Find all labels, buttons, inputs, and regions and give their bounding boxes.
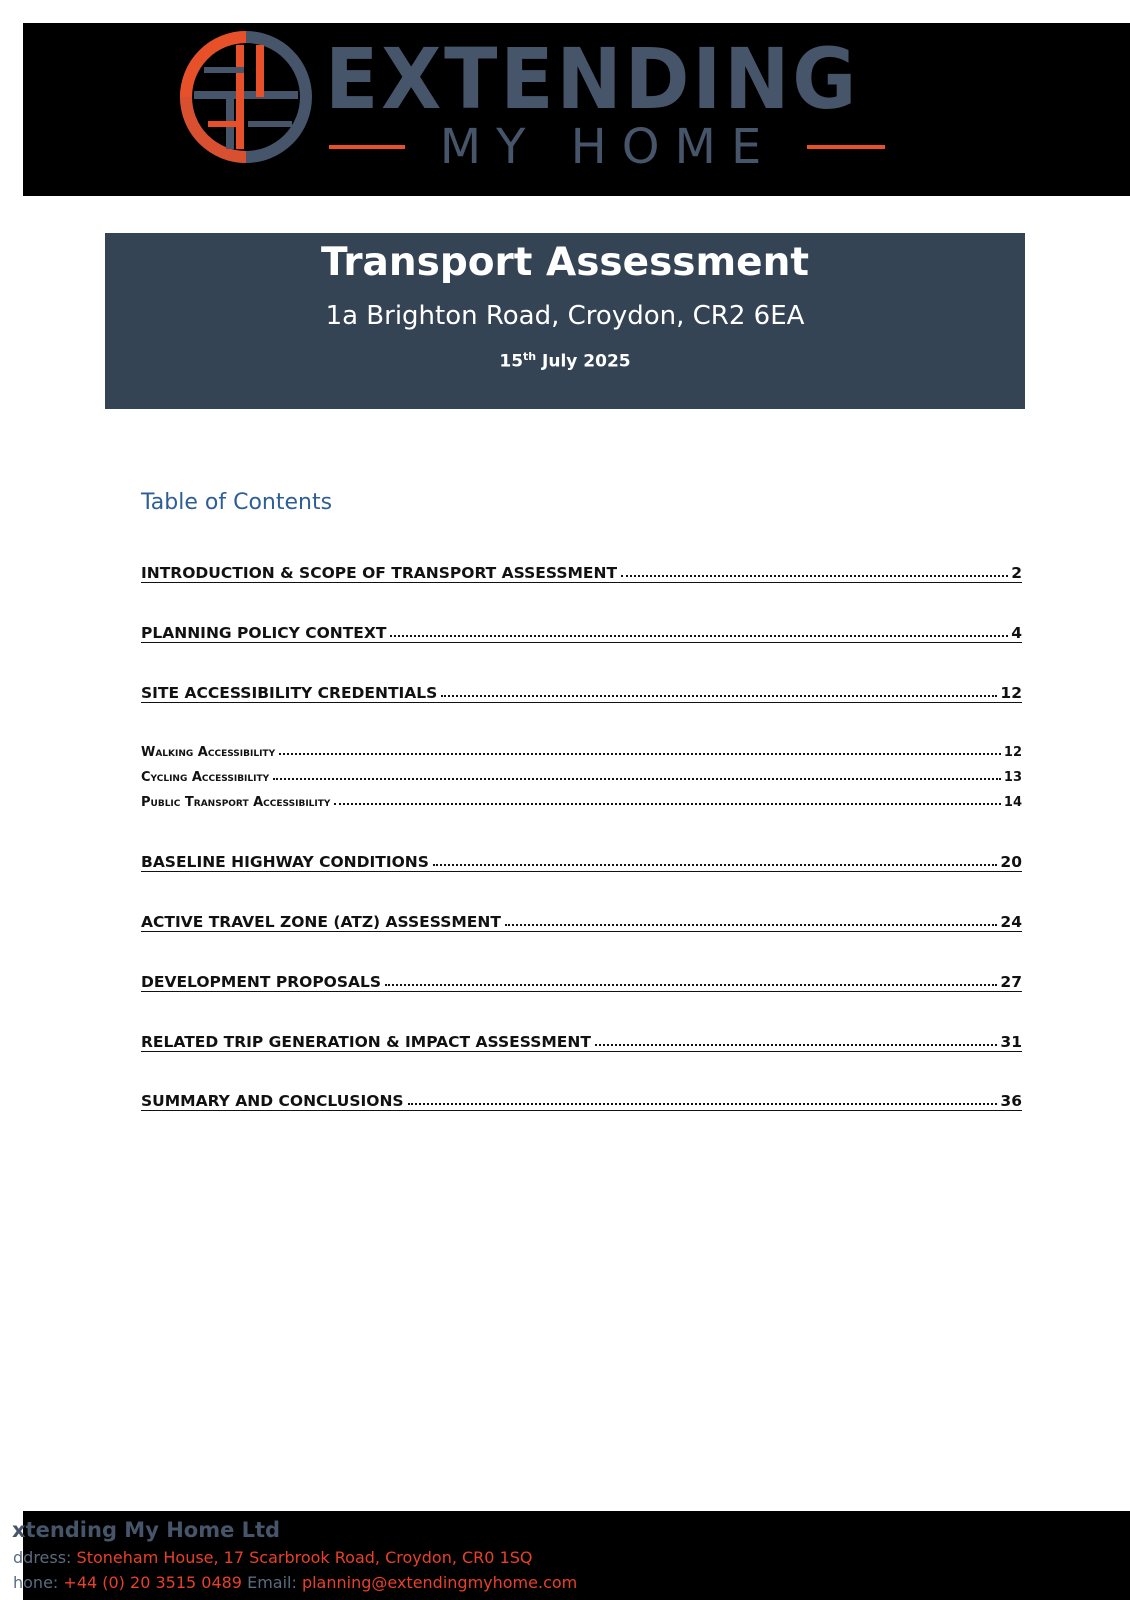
toc-entry-page: 12	[997, 684, 1022, 702]
toc-entry-page: 20	[997, 853, 1022, 871]
logo-divider-left	[329, 145, 405, 149]
footer-address	[13, 1547, 533, 1569]
footer-address-label: ddress:	[13, 1548, 72, 1567]
logo-subtitle: MY HOME	[439, 119, 777, 175]
footer-email-label: Email:	[247, 1573, 297, 1592]
footer-email-value[interactable]: planning@extendingmyhome.com	[301, 1573, 578, 1592]
toc-entry-page: 14	[1001, 795, 1022, 810]
toc-leader	[408, 1102, 998, 1105]
toc-entry-label: SITE ACCESSIBILITY CREDENTIALS	[141, 684, 441, 702]
toc-entry-label: PLANNING POLICY CONTEXT	[141, 624, 390, 642]
date-month-year: July 2025	[536, 351, 631, 372]
toc-entry-page: 4	[1008, 624, 1022, 642]
toc-leader	[334, 802, 1001, 805]
toc-entry-label: DEVELOPMENT PROPOSALS	[141, 973, 385, 991]
toc-entry-label: BASELINE HIGHWAY CONDITIONS	[141, 853, 433, 871]
toc-entry-page: 36	[997, 1092, 1022, 1110]
toc-entry[interactable]	[141, 620, 1022, 643]
logo-wordmark: EXTENDING	[325, 30, 860, 128]
toc-leader	[505, 923, 997, 926]
toc-entry[interactable]	[141, 849, 1022, 872]
logo-divider-right	[807, 145, 885, 149]
house-circle-logo-icon	[176, 27, 316, 167]
toc-subentry[interactable]	[141, 791, 1022, 810]
toc-heading: Table of Contents	[141, 490, 333, 515]
toc-entry-page: 31	[997, 1033, 1022, 1051]
toc-entry-page: 13	[1001, 770, 1022, 785]
toc-entry-page: 12	[1001, 745, 1022, 760]
toc-leader	[279, 752, 1001, 755]
toc-entry-page: 27	[997, 973, 1022, 991]
toc-entry-page: 2	[1008, 564, 1022, 582]
toc-entry-label: SUMMARY AND CONCLUSIONS	[141, 1092, 408, 1110]
footer-contact	[13, 1572, 577, 1594]
toc-entry[interactable]	[141, 1029, 1022, 1052]
footer-banner	[12, 1511, 1130, 1600]
title-block	[105, 233, 1025, 409]
toc-leader	[441, 694, 997, 697]
toc-entry-label: Walking Accessibility	[141, 745, 279, 760]
toc-entry-label: Public Transport Accessibility	[141, 795, 334, 810]
toc-leader	[621, 574, 1008, 577]
toc-leader	[595, 1043, 998, 1046]
toc-entry-page: 24	[997, 913, 1022, 931]
toc-subentry[interactable]	[141, 766, 1022, 785]
document-title: Transport Assessment	[321, 240, 809, 285]
toc-entry-label: Cycling Accessibility	[141, 770, 273, 785]
header-banner	[23, 23, 1130, 196]
toc-leader	[385, 983, 997, 986]
toc-entry[interactable]	[141, 1088, 1022, 1111]
toc-entry-label: INTRODUCTION & SCOPE OF TRANSPORT ASSESSMENT	[141, 564, 621, 582]
toc-entry[interactable]	[141, 969, 1022, 992]
footer-address-value: Stoneham House, 17 Scarbrook Road, Croydon, CR0 1SQ	[76, 1548, 533, 1567]
date-suffix: th	[523, 350, 537, 363]
toc-leader	[390, 634, 1008, 637]
toc-entry-label: ACTIVE TRAVEL ZONE (ATZ) ASSESSMENT	[141, 913, 505, 931]
toc-leader	[273, 777, 1001, 780]
toc-subentry[interactable]	[141, 741, 1022, 760]
document-date	[105, 345, 1025, 374]
toc-entry[interactable]	[141, 680, 1022, 703]
footer-phone-value[interactable]: +44 (0) 20 3515 0489	[63, 1573, 242, 1592]
toc-leader	[433, 863, 997, 866]
date-day: 15	[499, 351, 524, 372]
toc-entry[interactable]	[141, 909, 1022, 932]
footer-phone-label: hone:	[13, 1573, 59, 1592]
footer-company-name: xtending My Home Ltd	[12, 1518, 281, 1542]
document-address: 1a Brighton Road, Croydon, CR2 6EA	[325, 301, 805, 331]
toc-entry-label: RELATED TRIP GENERATION & IMPACT ASSESSMENT	[141, 1033, 595, 1051]
toc-entry[interactable]	[141, 560, 1022, 583]
